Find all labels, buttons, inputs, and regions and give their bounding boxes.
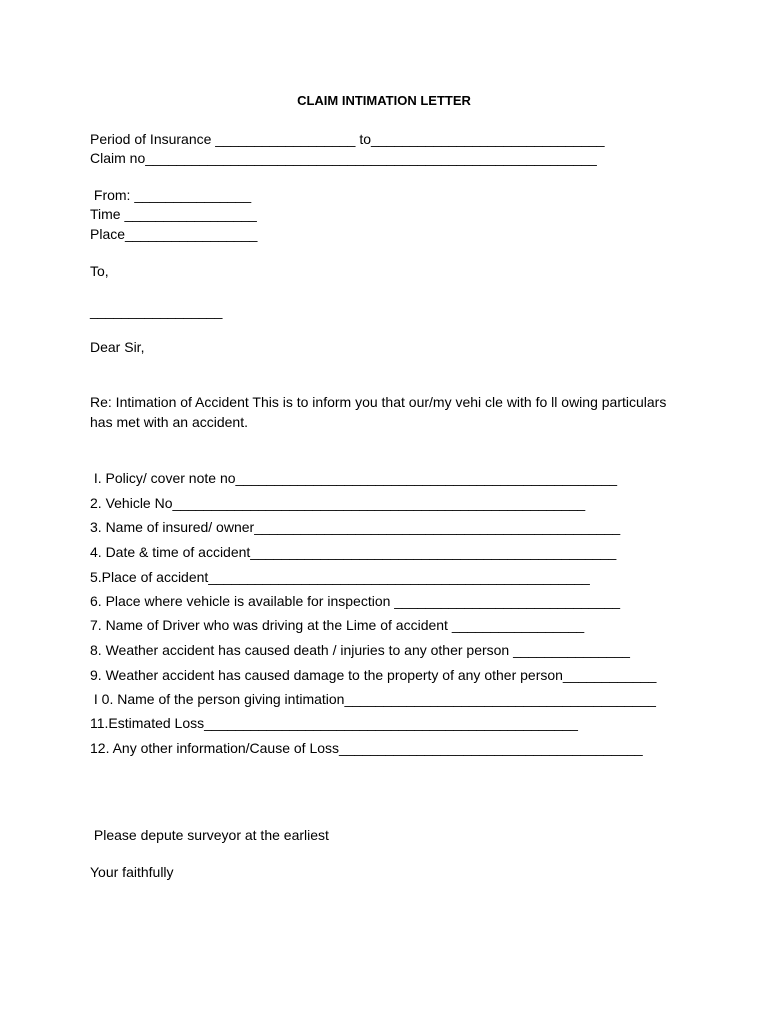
letter-title: CLAIM INTIMATION LETTER xyxy=(297,93,471,108)
particular-item: 2. Vehicle No_____________________________________________________ xyxy=(90,495,586,511)
to-blank-line: _________________ xyxy=(90,303,223,319)
particular-item: 5.Place of accident_________________________________________________ xyxy=(90,569,590,585)
particular-item: 11.Estimated Loss________________________________________________ xyxy=(90,715,578,731)
particular-item: 6. Place where vehicle is available for inspection _____________________________ xyxy=(90,593,621,609)
to-label: To, xyxy=(90,263,109,279)
period-of-insurance-line: Period of Insurance __________________ to______________________________ xyxy=(90,131,605,147)
particular-item: 9. Weather accident has caused damage to the property of any other person____________ xyxy=(90,667,657,683)
time-line: Time _________________ xyxy=(90,206,257,222)
salutation: Dear Sir, xyxy=(90,339,145,355)
place-line: Place_________________ xyxy=(90,226,258,242)
closing-request: Please depute surveyor at the earliest xyxy=(90,827,329,843)
particular-item: 7. Name of Driver who was driving at the Lime of accident _________________ xyxy=(90,617,585,633)
claim-no-line: Claim no__________________________________________________________ xyxy=(90,150,597,166)
from-line: From: _______________ xyxy=(90,187,252,203)
intro-paragraph: Re: Intimation of Accident This is to inform you that our/my vehi cle with fo ll owing particulars has met with an accident. xyxy=(90,394,667,430)
particular-item: I. Policy/ cover note no_________________________________________________ xyxy=(90,470,618,486)
particular-item: 12. Any other information/Cause of Loss_______________________________________ xyxy=(90,740,643,756)
sign-off: Your faithfully xyxy=(90,864,174,880)
particular-item: I 0. Name of the person giving intimation________________________________________ xyxy=(90,691,656,707)
particular-item: 4. Date & time of accident_______________________________________________ xyxy=(90,544,617,560)
particular-item: 8. Weather accident has caused death / injuries to any other person _______________ xyxy=(90,642,630,658)
particular-item: 3. Name of insured/ owner_______________________________________________ xyxy=(90,519,621,535)
